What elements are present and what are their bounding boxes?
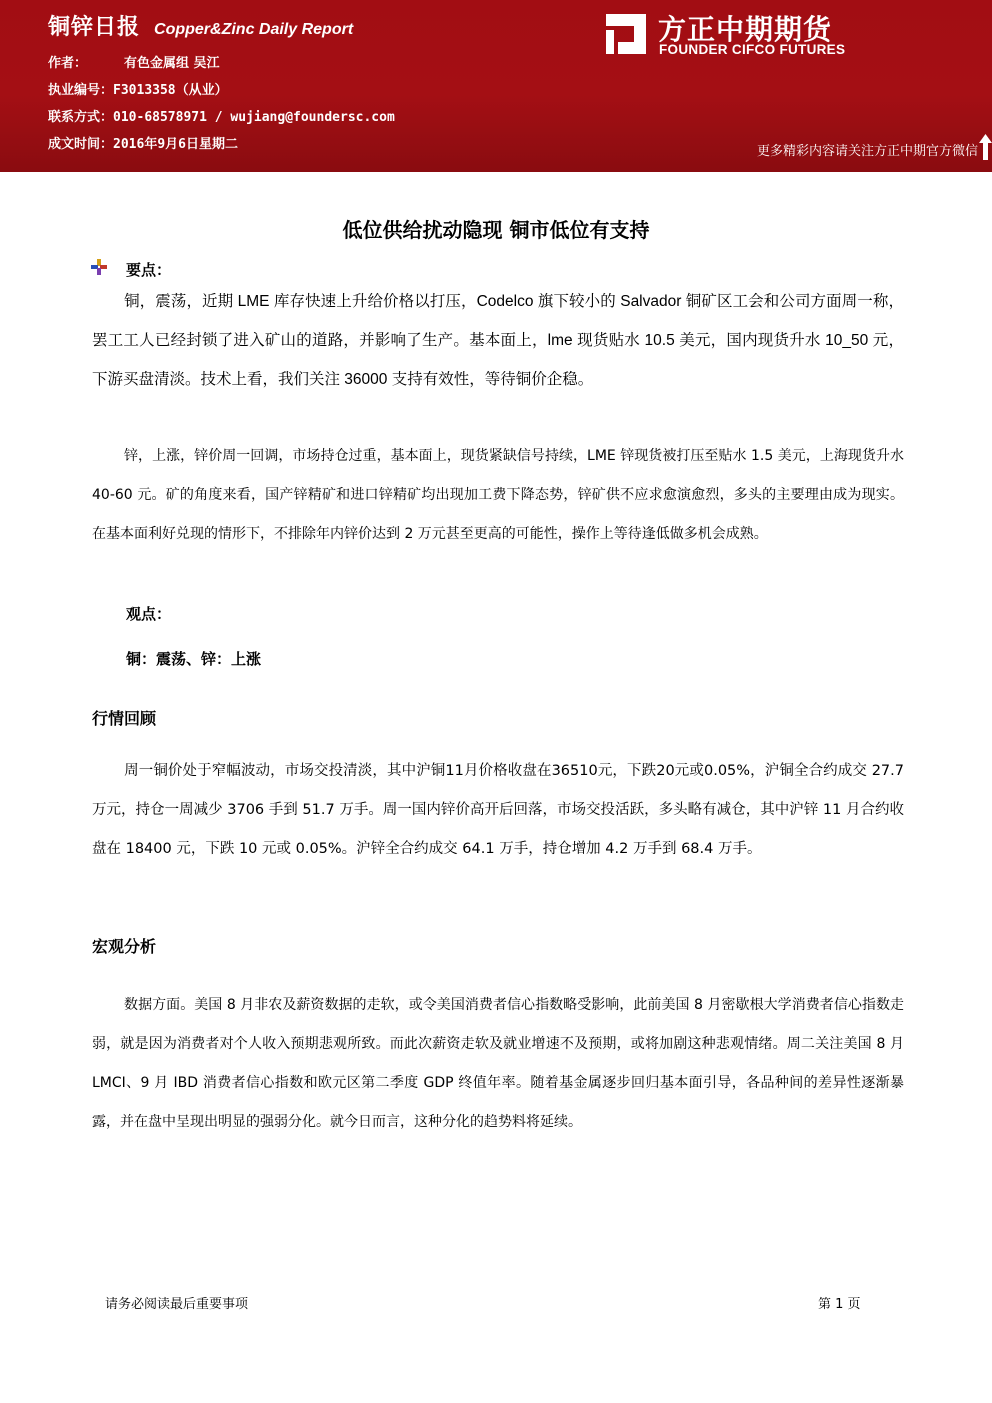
- license-row: [48, 79, 228, 98]
- logo-name-en: FOUNDER CIFCO FUTURES: [659, 42, 846, 57]
- key-points-heading: 要点：: [126, 261, 172, 279]
- zinc-text: 锌，上涨，锌价周一回调，市场持仓过重，基本面上，现货紧缺信号持续，LME 锌现货被打压至贴水 1.5 美元，上海现货升水 40-60 元。矿的角度来看，国产锌精矿和进口锌精矿均出现加工费下降态势，锌矿供不应求愈演愈烈，多头的主要理由成为现实。在基本面利好兑现的情形下，不排除年内锌价达到 2 万元甚至更高的可能性，操作上等待逢低做多机会成熟。: [92, 448, 904, 542]
- logo-mark-icon: [604, 12, 648, 56]
- contact-row: [48, 106, 395, 125]
- footer-notice: 请务必阅读最后重要事项: [105, 1297, 249, 1312]
- copper-text: 铜，震荡，近期 LME 库存快速上升给价格以打压，Codelco 旗下较小的 Salvador 铜矿区工会和公司方面周一称，罢工工人已经封锁了进入矿山的道路，并影响了生产。基本面上，lme 现货贴水 10.5 美元，国内现货升水 10_50 元，下游买盘清淡。技术上看，我们关注 36000 支持有效性，等待铜价企稳。: [92, 293, 904, 388]
- copper-paragraph: [92, 282, 904, 399]
- page-number: 第 1 页: [818, 1297, 861, 1312]
- license-label: 执业编号：: [48, 83, 114, 98]
- author-value: 有色金属组 吴江: [124, 56, 220, 71]
- license-value: F3013358（从业）: [113, 83, 228, 98]
- contact-label: 联系方式：: [48, 110, 114, 125]
- date-row: [48, 133, 238, 152]
- report-title-en: Copper&Zinc Daily Report: [154, 21, 354, 38]
- author-label: 作者：: [48, 56, 88, 71]
- macro-analysis-heading: 宏观分析: [92, 937, 157, 956]
- date-label: 成文时间：: [48, 137, 114, 152]
- view-value: 铜：震荡、锌：上涨: [126, 650, 262, 668]
- logo-name-cn: 方正中期期货: [658, 13, 833, 46]
- zinc-paragraph: [92, 437, 904, 554]
- market-review-heading: 行情回顾: [92, 709, 157, 728]
- up-arrow-icon: [979, 134, 992, 160]
- report-title-cn: 铜锌日报: [48, 15, 141, 40]
- report-title-line: [48, 10, 353, 41]
- view-heading: 观点：: [126, 605, 172, 623]
- author-row: [48, 52, 220, 71]
- macro-analysis-paragraph: [92, 986, 904, 1142]
- report-headline: 低位供给扰动隐现 铜市低位有支持: [342, 218, 650, 242]
- bullet-diamond-icon: [90, 258, 108, 276]
- macro-analysis-text: 数据方面。美国 8 月非农及薪资数据的走软，或令美国消费者信心指数略受影响，此前美国 8 月密歇根大学消费者信心指数走弱，就是因为消费者对个人收入预期悲观所致。而此次薪资走软及就业增速不及预期，或将加剧这种悲观情绪。周二关注美国 8 月 LMCI、9 月 IBD 消费者信心指数和欧元区第二季度 GDP 终值年率。随着基金属逐步回归基本面引导，各品种间的差异性逐渐暴露，并在盘中呈现出明显的强弱分化。就今日而言，这种分化的趋势料将延续。: [92, 997, 904, 1130]
- header-banner: [0, 0, 992, 172]
- market-review-text: 周一铜价处于窄幅波动，市场交投清淡，其中沪铜11月价格收盘在36510元，下跌20元或0.05%，沪铜全合约成交 27.7 万元，持仓一周减少 3706 手到 51.7 万手。周一国内锌价高开后回落，市场交投活跃，多头略有减仓，其中沪锌 11 月合约收盘在 18400 元，下跌 10 元或 0.05%。沪锌全合约成交 64.1 万手，持仓增加 4.2 万手到 68.4 万手。: [92, 763, 904, 857]
- date-value: 2016年9月6日星期二: [113, 137, 238, 152]
- market-review-paragraph: [92, 752, 904, 869]
- follow-wechat-text: 更多精彩内容请关注方正中期官方微信: [756, 144, 978, 159]
- contact-value[interactable]: 010-68578971 / wujiang@foundersc.com: [113, 110, 395, 125]
- company-logo: [602, 8, 862, 62]
